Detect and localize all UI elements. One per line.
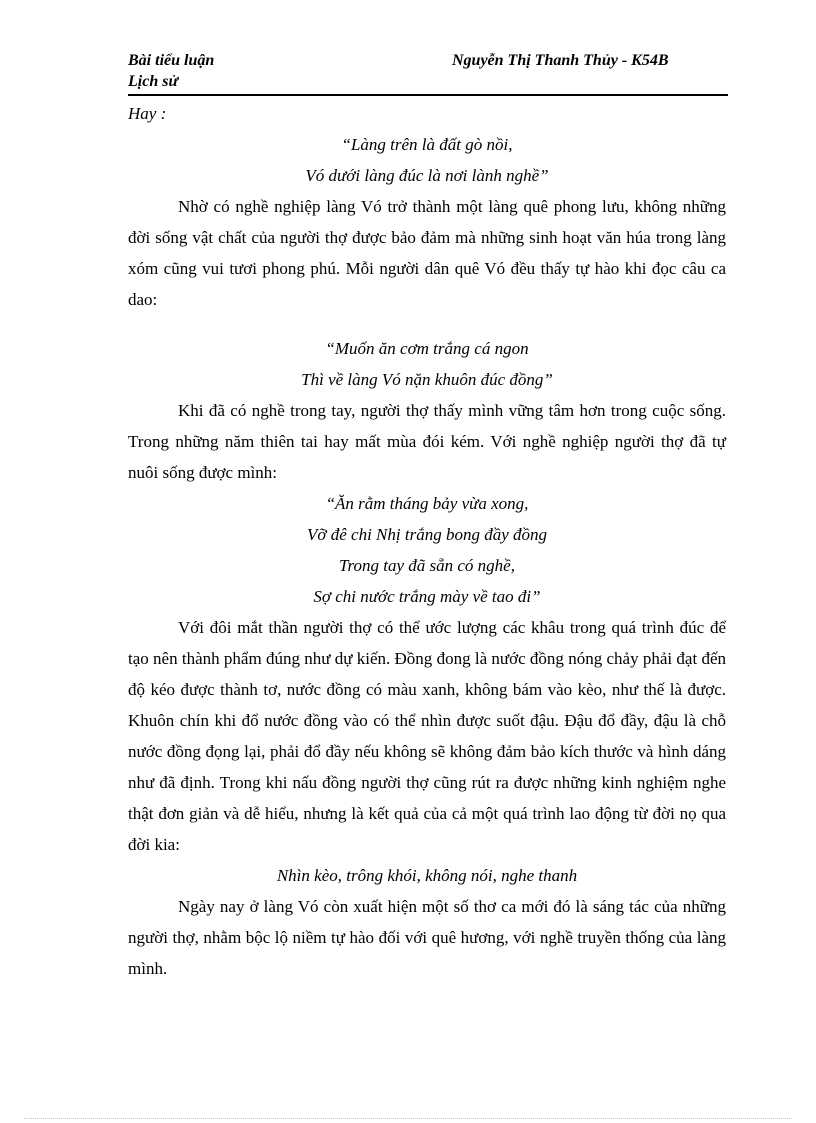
page-header [128, 50, 728, 96]
header-left [128, 50, 214, 92]
header-author: Nguyễn Thị Thanh Thủy - K54B [452, 52, 669, 69]
paragraph-4: Ngày nay ở làng Vó còn xuất hiện một số thơ ca mới đó là sáng tác của những người thợ, nhằm bộc lộ niềm tự hào đối với quê hương, với nghề truyền thống của làng mình. [128, 897, 726, 978]
header-subject: Lịch sử [128, 73, 179, 90]
poem-3 [128, 488, 726, 612]
header-doc-type: Bài tiểu luận [128, 52, 215, 69]
poem-line: Vỡ đê chi Nhị trắng bong đầy đồng [307, 525, 547, 544]
page-bottom-rule [24, 1118, 792, 1119]
poem-line: “Muốn ăn cơm trắng cá ngon [325, 339, 529, 358]
poem-line: Thì về làng Vó nặn khuôn đúc đồng” [301, 370, 553, 389]
poem-line: Vó dưới làng đúc là nơi lành nghề” [305, 166, 549, 185]
poem-line: “Ăn rằm tháng bảy vừa xong, [325, 494, 529, 513]
intro-text: Hay : [128, 104, 167, 123]
poem-line: Trong tay đã sẵn có nghề, [339, 556, 515, 575]
paragraph-1: Nhờ có nghề nghiệp làng Vó trở thành một làng quê phong lưu, không những đời sống vật chất của người thợ được bảo đảm mà những sinh hoạt văn húa trong làng xóm cũng vui tươi phong phú. Mỗi người dân quê Vó đều thấy tự hào khi đọc câu ca dao: [128, 197, 726, 309]
saying-line: Nhìn kèo, trông khói, không nói, nghe thanh [276, 866, 578, 885]
poem-1 [128, 129, 726, 191]
paragraph-2: Khi đã có nghề trong tay, người thợ thấy mình vững tâm hơn trong cuộc sống. Trong những năm thiên tai hay mất mùa đói kém. Với nghề nghiệp người thợ đã tự nuôi sống được mình: [128, 401, 726, 482]
poem-line: Sợ chi nước trắng mày về tao đi” [313, 587, 541, 606]
document-body [128, 98, 726, 984]
paragraph-3: Với đôi mắt thần người thợ có thể ước lượng các khâu trong quá trình đúc để tạo nên thành phẩm đúng như dự kiến. Đồng đong là nước đồng nóng chảy phải đạt đến độ kéo được thành tơ, nước đồng có màu xanh, không bám vào kèo, như thế là được. Khuôn chín khi đổ nước đồng vào có thể nhìn được suốt đậu. Đậu đổ đầy, đậu là chỗ nước đồng đọng lại, phải đổ đầy nếu không sẽ không đảm bảo kích thước và hình dáng như đã định. Trong khi nấu đồng người thợ cũng rút ra được những kinh nghiệm nghe thật đơn giản và dễ hiểu, nhưng là kết quả của cả một quá trình lao động từ đời nọ qua đời kia: [128, 618, 726, 854]
poem-line: “Làng trên là đất gò nồi, [341, 135, 513, 154]
poem-2 [128, 315, 726, 395]
